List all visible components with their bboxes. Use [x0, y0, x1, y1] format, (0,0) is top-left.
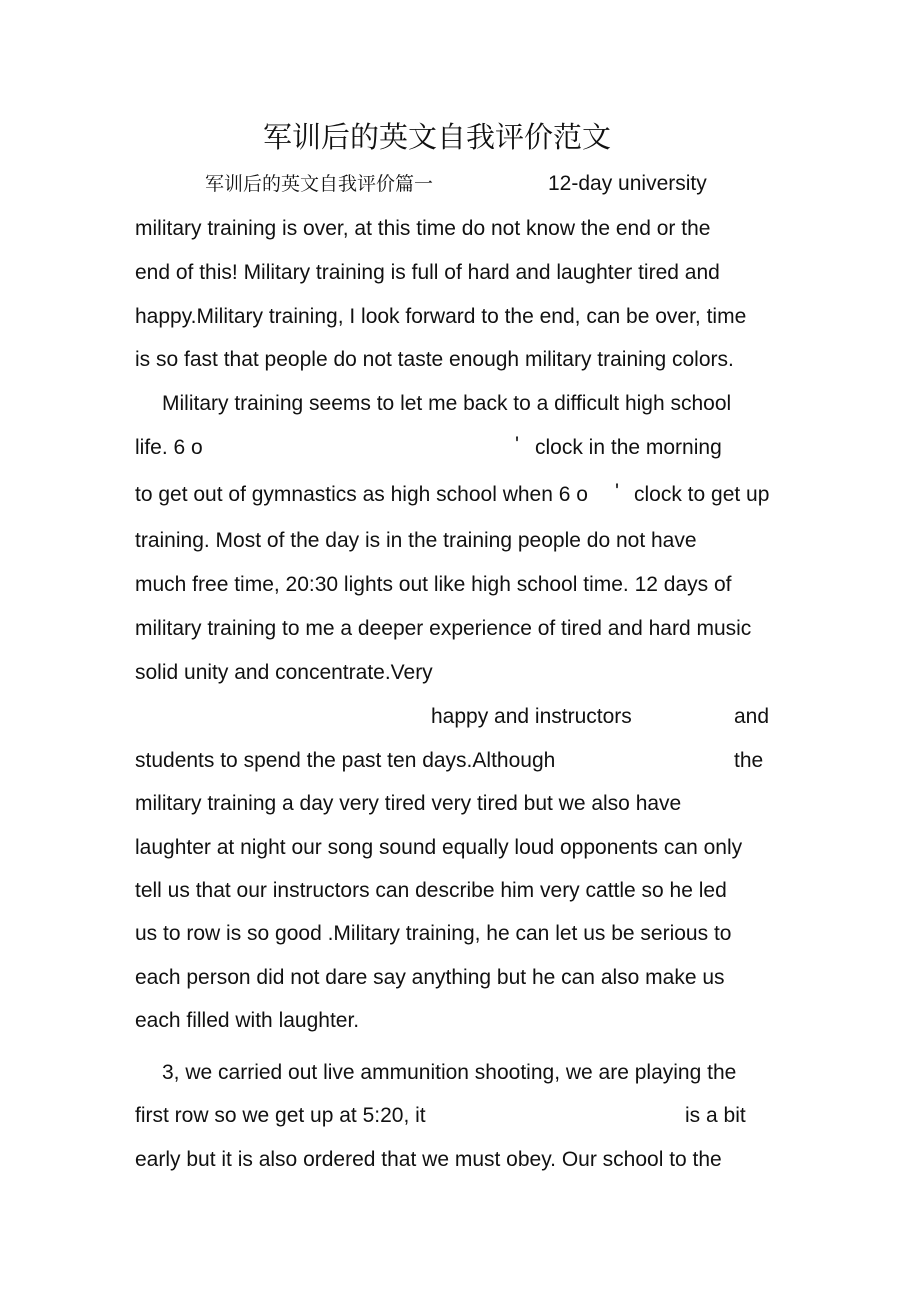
text-line: tell us that our instructors can describe him very cattle so he led — [135, 879, 727, 902]
text-line: laughter at night our song sound equally loud opponents can only — [135, 836, 743, 859]
text-line: is so fast that people do not taste enough military training colors. — [135, 348, 734, 371]
text-line: to get out of gymnastics as high school when 6 o — [135, 483, 588, 506]
text-line: military training a day very tired very tired but we also have — [135, 792, 682, 815]
text-line: end of this! Military training is full of hard and laughter tired and — [135, 261, 720, 284]
text-line: each filled with laughter. — [135, 1009, 360, 1032]
text-line: us to row is so good .Military training, he can let us be serious to — [135, 922, 732, 945]
text-line: happy.Military training, I look forward to the end, can be over, time — [135, 305, 747, 328]
text-line: happy and instructors — [431, 705, 632, 728]
text-line: clock to get up — [634, 483, 770, 506]
document-title: 军训后的英文自我评价范文 — [262, 120, 611, 154]
text-line: 12-day university — [548, 172, 707, 195]
text-line: early but it is also ordered that we must obey. Our school to the — [135, 1148, 722, 1171]
text-line: much free time, 20:30 lights out like high school time. 12 days of — [135, 573, 732, 596]
text-line: clock in the morning — [535, 436, 722, 459]
text-line: Military training seems to let me back to a difficult high school — [162, 392, 732, 415]
text-line: and — [734, 705, 770, 728]
text-line: is a bit — [685, 1104, 746, 1127]
text-line: 3, we carried out live ammunition shooting, we are playing the — [162, 1061, 737, 1084]
text-line: each person did not dare say anything but he can also make us — [135, 966, 725, 989]
text-line: military training is over, at this time do not know the end or the — [135, 217, 711, 240]
text-line: military training to me a deeper experience of tired and hard music — [135, 617, 752, 640]
section-heading: 军训后的英文自我评价篇一 — [205, 173, 434, 195]
text-line: solid unity and concentrate.Very — [135, 661, 433, 684]
text-line: life. 6 o — [135, 436, 203, 459]
text-line: first row so we get up at 5:20, it — [135, 1104, 426, 1127]
text-line: students to spend the past ten days.Although — [135, 749, 556, 772]
apostrophe: ' — [515, 433, 520, 456]
text-line: training. Most of the day is in the training people do not have — [135, 529, 697, 552]
text-line: the — [734, 749, 764, 772]
apostrophe: ' — [615, 480, 620, 503]
